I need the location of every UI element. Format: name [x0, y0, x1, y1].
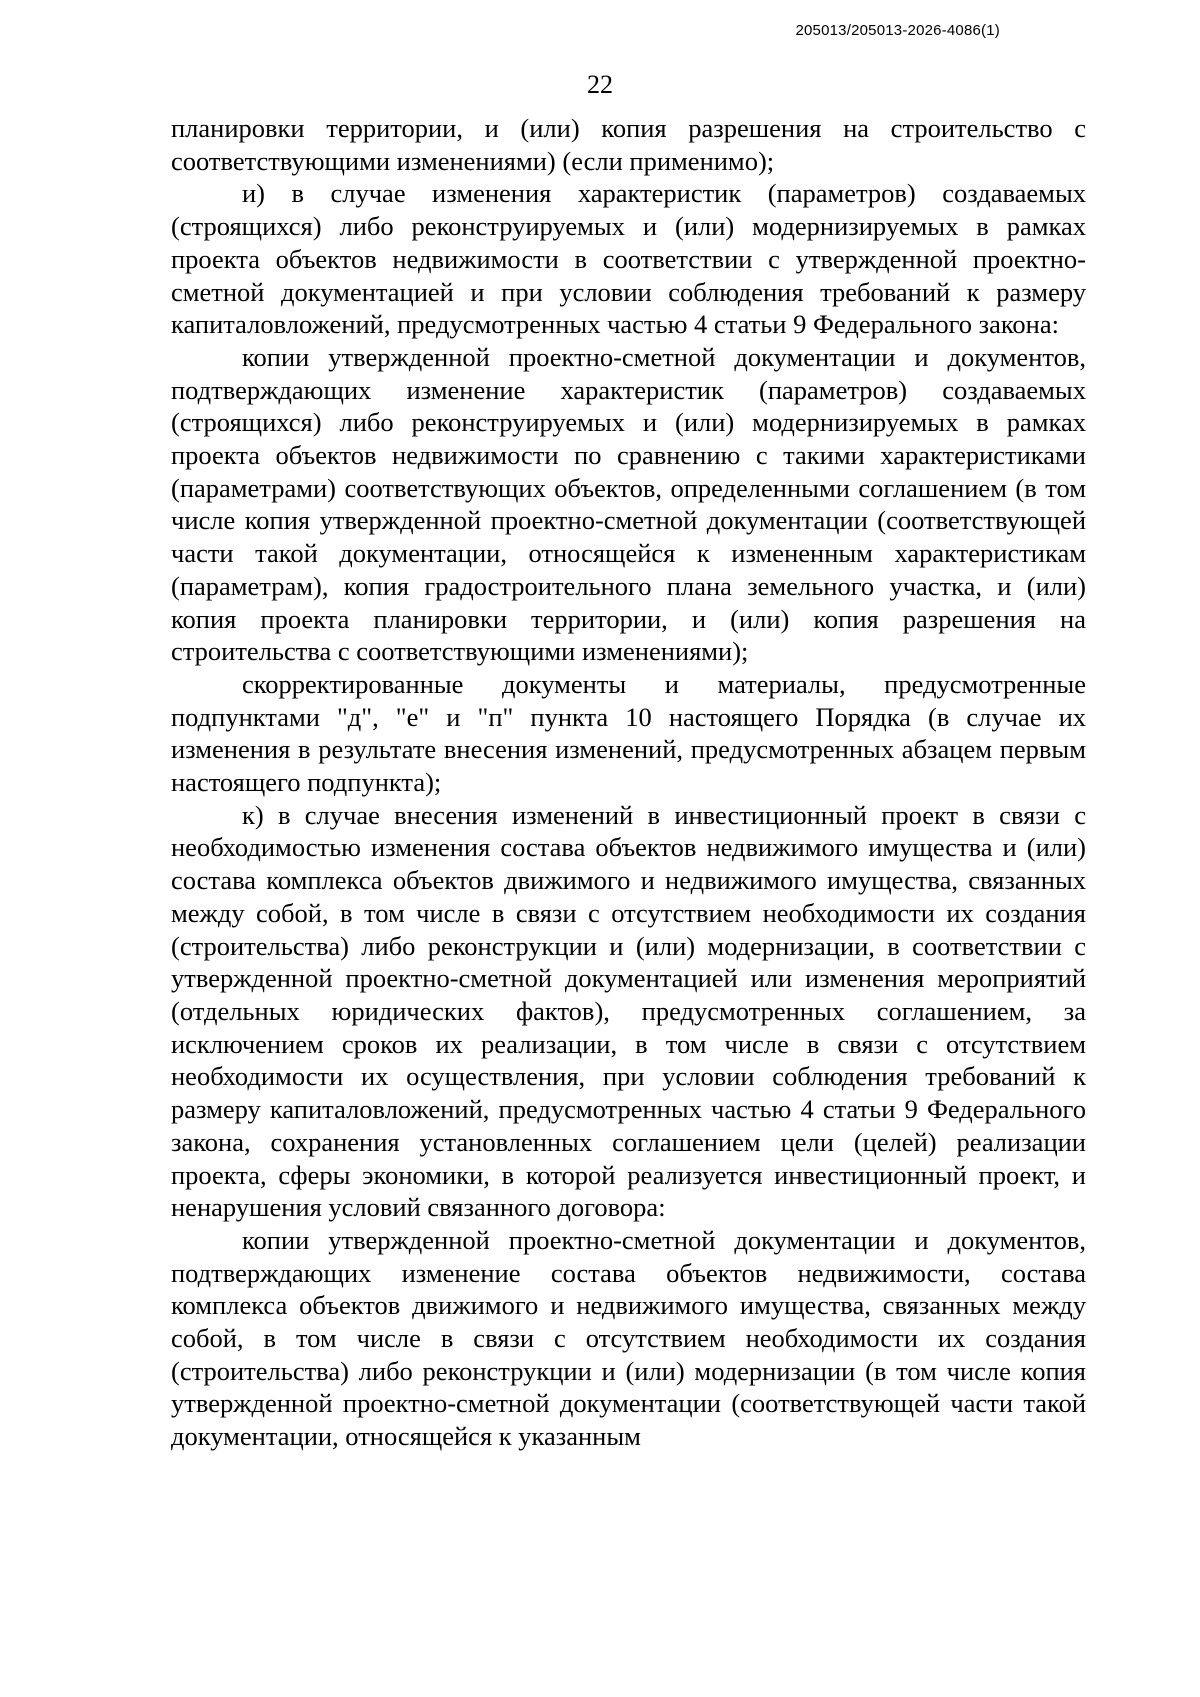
document-body	[171, 112, 1086, 1453]
page-number: 22	[587, 70, 613, 99]
paragraph-copies-composition: копии утвержденной проектно-сметной документации и документов, подтверждающих изменение состава объектов недвижимости, состава комплекса объектов движимого и недвижимого имущества, связанных между собой, в том числе в связи с отсутствием необходимости их создания (строительства) либо реконструкции и (или) модернизации (в том числе копия утвержденной проектно-сметной документации (соответствующей части такой документации, относящейся к указанным	[171, 1224, 1086, 1452]
paragraph-corrected-docs: скорректированные документы и материалы, предусмотренные подпунктами "д", "е" и "п" пункта 10 настоящего Порядка (в случае их изменения в результате внесения изменений, предусмотренных абзацем первым настоящего подпункта);	[171, 668, 1086, 798]
paragraph-item-i: и) в случае изменения характеристик (параметров) создаваемых (строящихся) либо реконструируемых и (или) модернизируемых в рамках проекта объектов недвижимости в соответствии с утвержденной проектно-сметной документацией и при условии соблюдения требований к размеру капиталовложений, предусмотренных частью 4 статьи 9 Федерального закона:	[171, 178, 1086, 340]
paragraph-continued: планировки территории, и (или) копия разрешения на строительство с соответствующими изменениями) (если применимо);	[171, 113, 1086, 176]
document-id: 205013/205013-2026-4086(1)	[795, 22, 1000, 39]
paragraph-copies-docs: копии утвержденной проектно-сметной документации и документов, подтверждающих изменение характеристик (параметров) создаваемых (строящихся) либо реконструируемых и (или) модернизируемых в рамках проекта объектов недвижимости по сравнению с такими характеристиками (параметрами) соответствующих объектов, определенными соглашением (в том числе копия утвержденной проектно-сметной документации (соответствующей части такой документации, относящейся к измененным характеристикам (параметрам), копия градостроительного плана земельного участка, и (или) копия проекта планировки территории, и (или) копия разрешения на строительства с соответствующими изменениями);	[171, 341, 1086, 667]
paragraph-item-k: к) в случае внесения изменений в инвестиционный проект в связи с необходимостью изменения состава объектов недвижимого имущества и (или) состава комплекса объектов движимого и недвижимого имущества, связанных между собой, в том числе в связи с отсутствием необходимости их создания (строительства) либо реконструкции и (или) модернизации, в соответствии с утвержденной проектно-сметной документацией или изменения мероприятий (отдельных юридических фактов), предусмотренных соглашением, за исключением сроков их реализации, в том числе в связи с отсутствием необходимости их осуществления, при условии соблюдения требований к размеру капиталовложений, предусмотренных частью 4 статьи 9 Федерального закона, сохранения установленных соглашением цели (целей) реализации проекта, сферы экономики, в которой реализуется инвестиционный проект, и ненарушения условий связанного договора:	[171, 799, 1086, 1223]
